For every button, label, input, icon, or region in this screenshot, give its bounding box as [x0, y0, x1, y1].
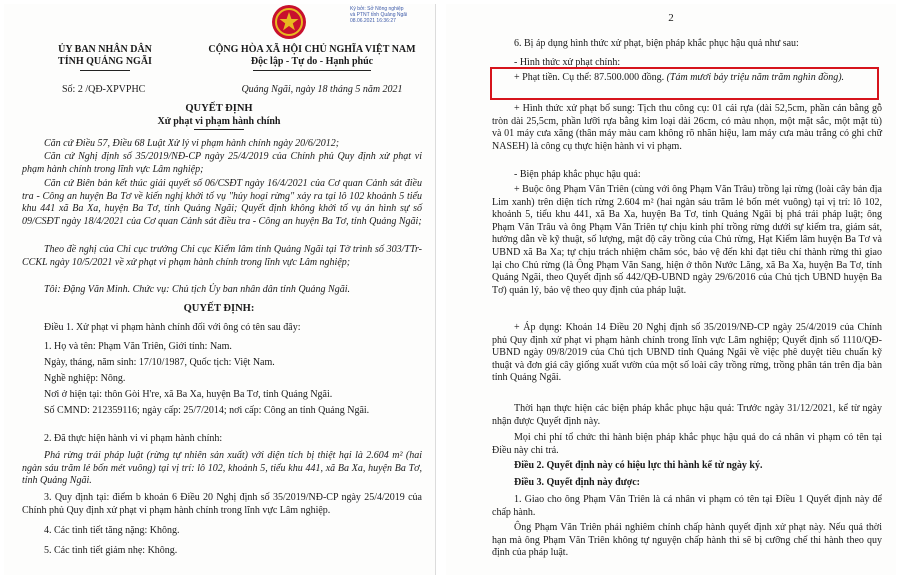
issuing-agency: ỦY BAN NHÂN DÂN TỈNH QUẢNG NGÃI: [30, 44, 180, 71]
remedy-legal-basis: + Áp dụng: Khoản 14 Điều 20 Nghị định số 35/2019/NĐ-CP ngày 25/4/2019 của Chính phủ Quy định xử phạt vi phạm hành chính trong lĩnh vực Lâm nghiệp; Quyết định số 1110/QĐ-UBND ngày 09/8/2019 của Chủ tịch UBND tỉnh Quảng Ngãi về việc phê duyệt tiêu chuẩn kỹ thuật và đơn giá cây giống xuất vườn của một số loài cây trồng rừng, trồng phân tán trên địa bàn tỉnh Quảng Ngãi.: [492, 322, 882, 384]
document-number: Số: 2 /QĐ-XPVPHC: [62, 84, 146, 95]
main-penalty-label: - Hình thức xử phạt chính:: [514, 57, 621, 68]
legal-basis-1: Căn cứ Điều 57, Điều 68 Luật Xử lý vi phạm hành chính ngày 20/6/2012;: [44, 138, 340, 149]
fine-amount-words: (Tám mươi bảy triệu năm trăm nghìn đồng).: [666, 72, 845, 83]
violator-name: 1. Họ và tên: Phạm Văn Triên, Giới tính: Nam.: [44, 341, 232, 352]
remedy-heading: - Biện pháp khắc phục hậu quả:: [514, 169, 641, 180]
fine-amount-text: + Phạt tiền. Cụ thể: 87.500.000 đồng.: [514, 72, 665, 83]
article-3-item-1: 1. Giao cho ông Phạm Văn Triên là cá nhân vi phạm có tên tại Điều 1 Quyết định này để chấp hành.: [492, 494, 882, 518]
remedy-cost: Mọi chi phí tổ chức thi hành biện pháp khắc phục hậu quả do cá nhân vi phạm có tên tại Điều này chi trả.: [492, 432, 882, 456]
decision-heading: QUYẾT ĐỊNH:: [183, 303, 255, 314]
penalty-heading: 6. Bị áp dụng hình thức xử phạt, biện pháp khắc phục hậu quả như sau:: [514, 38, 799, 49]
violation-heading: 2. Đã thực hiện hành vi vi phạm hành chính:: [44, 433, 223, 444]
legal-basis-5: Tôi: Đặng Văn Minh. Chức vụ: Chủ tịch Ủy ban nhân dân tỉnh Quảng Ngãi.: [44, 284, 350, 295]
page-number: 2: [668, 12, 674, 24]
legal-basis-3: Căn cứ Biên bản kết thúc giải quyết số 06/CSĐT ngày 16/4/2021 của Cơ quan Cảnh sát điều tra - Công an huyện Ba Tơ về kiến nghị khởi tố vụ "hủy hoại rừng" xảy ra tại lô 102 khoảnh 5 tiểu khu 441 xã Ba Xa, huyện Ba Tơ, tỉnh Quảng Ngãi; Quyết định không khởi tố vụ án hình sự số 09/CSĐT ngày 18/4/2021 của Cơ quan Cảnh sát điều tra - Công an huyện Ba Tơ, tỉnh Quảng Ngãi;: [22, 178, 422, 227]
mitigating-circumstances: 5. Các tình tiết giảm nhẹ: Không.: [44, 545, 178, 556]
legal-basis-4: Theo đề nghị của Chi cục trưởng Chi cục Kiểm lâm tỉnh Quảng Ngãi tại Tờ trình số 303/TTr-CCKL ngày 10/5/2021 về xử phạt vi phạm hành chính trong lĩnh vực Lâm nghiệp;: [22, 244, 422, 268]
national-emblem-icon: [270, 4, 308, 40]
violation-description: Phá rừng trái pháp luật (rừng tự nhiên sản xuất) với diện tích bị thiệt hại là 2.604 m² (hai ngàn sáu trăm lẻ bốn mét vuông) tại vị trí: lô 102, khoảnh 5, tiểu khu 441, xã Ba Xa, huyện Ba Tơ, tỉnh Quảng Ngãi.: [22, 450, 422, 487]
article-3: Điều 3. Quyết định này được:: [514, 477, 641, 488]
remedy-deadline: Thời hạn thực hiện các biện pháp khắc phục hậu quả: Trước ngày 31/12/2021, kể từ ngày nhận được Quyết định này.: [492, 403, 882, 427]
digital-signature-stamp: Ký bởi: Sở Nông nghiệp và PTNT tỉnh Quảng Ngãi 08.06.2021 16:36:27: [350, 6, 408, 24]
additional-penalty: + Hình thức xử phạt bổ sung: Tịch thu công cụ: 01 cái rựa (dài 52,5cm, phần cán bằng gỗ tròn dài 25,5cm, phần lưỡi rựa bằng kim loại dài 26cm, có màu nhọn, một mặt sắc, một mặt tù) và 01 máy cưa xăng (thân máy màu cam không rõ nhãn hiệu, lam máy cưa màu trắng có ghi chữ NASEH) là công cụ thực hiện hành vi vi phạm.: [492, 103, 882, 152]
remedy-replant: + Buộc ông Phạm Văn Triên (cùng với ông Phạm Văn Trâu) trồng lại rừng (loài cây bản địa Lim xanh) trên diện tích rừng 2.604 m² (hai ngàn sáu trăm lẻ bốn mét vuông) tại vị trí: lô 102, khoảnh 5, tiểu khu 441, xã Ba Xa, huyện Ba Tơ, tỉnh Quảng Ngãi bị phá trái pháp luật; ông Phạm Văn Trâu và ông Phạm Văn Triên tự chịu kinh phí trồng rừng dưới sự kiểm tra, giám sát, hướng dẫn về kỹ thuật, số lượng, mật độ cây trồng của Chủ rừng, Hạt Kiểm lâm huyện Ba Tơ và UBND xã Ba Xa; tự chịu trách nhiệm chăm sóc, bảo vệ đến khi đạt tiêu chí thành rừng thì giao lại cho Chủ rừng (là Ông Phạm Văn Sang, hiện ở thôn Nước Lăng, xã Ba Xa, huyện Ba Tơ, tỉnh Quảng Ngãi, theo Quyết định số 442/QĐ-UBND ngày 29/6/2016 của Chủ tịch UBND huyện Ba Tơ) quản lý, bảo vệ theo quy định của pháp luật.: [492, 184, 882, 296]
national-motto: CỘNG HÒA XÃ HỘI CHỦ NGHĨA VIỆT NAM Độc lập - Tự do - Hạnh phúc: [192, 44, 432, 71]
article-1: Điều 1. Xử phạt vi phạm hành chính đối với ông có tên sau đây:: [44, 322, 301, 333]
violator-residence: Nơi ở hiện tại: thôn Gòi H're, xã Ba Xa, huyện Ba Tơ, tỉnh Quảng Ngãi.: [44, 389, 333, 400]
legal-provision: 3. Quy định tại: điểm b khoản 6 Điều 20 Nghị định số 35/2019/NĐ-CP ngày 25/4/2019 của Chính phủ Quy định xử phạt vi phạm hành chính trong lĩnh vực Lâm nghiệp.: [22, 492, 422, 516]
violator-occupation: Nghề nghiệp: Nông.: [44, 373, 126, 384]
violator-birth: Ngày, tháng, năm sinh: 17/10/1987, Quốc tịch: Việt Nam.: [44, 357, 275, 368]
aggravating-circumstances: 4. Các tình tiết tăng nặng: Không.: [44, 525, 180, 536]
article-3-compliance: Ông Phạm Văn Triên phải nghiêm chỉnh chấp hành quyết định xử phạt này. Nếu quá thời hạn mà ông Phạm Văn Triên không tự nguyện chấp hành thì sẽ bị cưỡng chế thi hành theo quy định của pháp luật.: [492, 522, 882, 559]
violator-id: Số CMND: 212359116; ngày cấp: 25/7/2014; nơi cấp: Công an tỉnh Quảng Ngãi.: [44, 405, 370, 416]
document-page-2: [446, 4, 896, 575]
issue-date: Quảng Ngãi, ngày 18 tháng 5 năm 2021: [241, 84, 403, 95]
document-page-1: [4, 4, 436, 575]
page-subtitle: Xử phạt vi phạm hành chính: [157, 116, 281, 127]
article-2: Điều 2. Quyết định này có hiệu lực thi hành kể từ ngày ký.: [514, 460, 763, 471]
legal-basis-2: Căn cứ Nghị định số 35/2019/NĐ-CP ngày 25/4/2019 của Chính phủ Quy định xử phạt vi phạm hành chính trong lĩnh vực Lâm nghiệp;: [22, 151, 422, 175]
fine-amount: [494, 72, 874, 85]
page-title: QUYẾT ĐỊNH: [185, 103, 253, 114]
